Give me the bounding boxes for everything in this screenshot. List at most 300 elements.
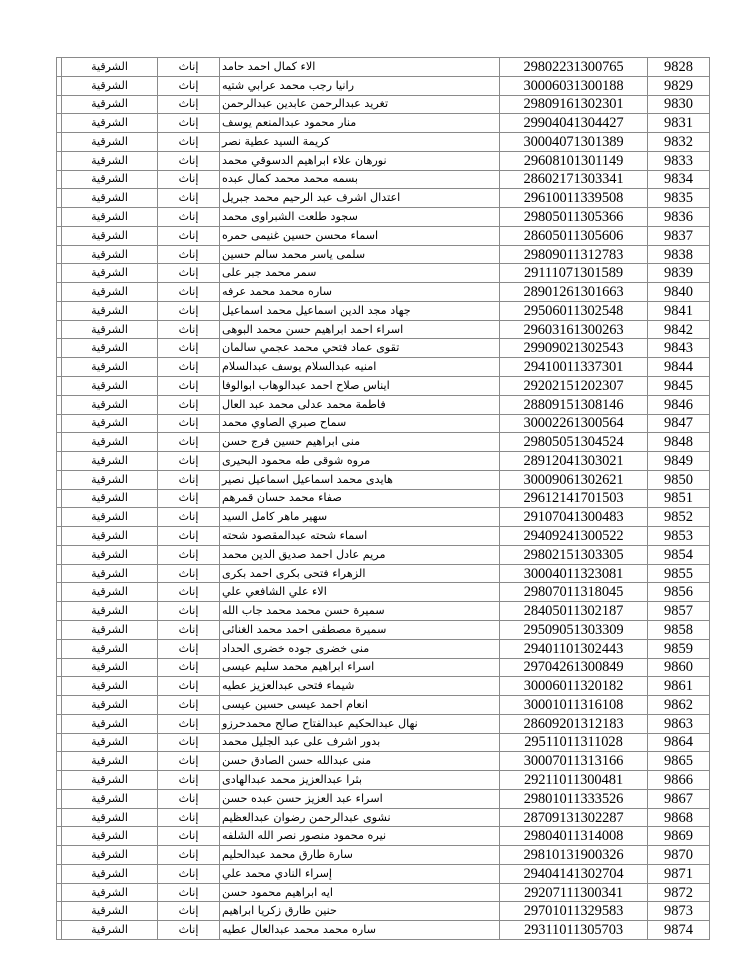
cell-gender: إناث — [158, 320, 220, 339]
cell-full-name: اسماء شحته عبدالمقصود شحته — [220, 527, 500, 546]
cell-full-name: نهال عبدالحكيم عبدالفتاح صالح محمدحرزو — [220, 714, 500, 733]
cell-national-id: 30004071301389 — [500, 133, 648, 152]
cell-sequence-number: 9867 — [648, 789, 710, 808]
cell-governorate: الشرقية — [62, 864, 158, 883]
cell-national-id: 29404141302704 — [500, 864, 648, 883]
cell-governorate: الشرقية — [62, 395, 158, 414]
cell-gender: إناث — [158, 677, 220, 696]
cell-empty-margin — [57, 864, 62, 883]
cell-sequence-number: 9869 — [648, 827, 710, 846]
cell-empty-margin — [57, 395, 62, 414]
cell-empty-margin — [57, 564, 62, 583]
table-row — [57, 170, 710, 189]
cell-gender: إناث — [158, 264, 220, 283]
cell-national-id: 29211011300481 — [500, 771, 648, 790]
cell-national-id: 28709131302287 — [500, 808, 648, 827]
cell-governorate: الشرقية — [62, 808, 158, 827]
cell-national-id: 30006031300188 — [500, 76, 648, 95]
cell-sequence-number: 9858 — [648, 620, 710, 639]
table-row — [57, 395, 710, 414]
cell-full-name: نشوى عبدالرحمن رضوان عبدالعظيم — [220, 808, 500, 827]
cell-sequence-number: 9844 — [648, 358, 710, 377]
cell-gender: إناث — [158, 226, 220, 245]
cell-national-id: 30009061302621 — [500, 470, 648, 489]
cell-gender: إناث — [158, 283, 220, 302]
cell-governorate: الشرقية — [62, 76, 158, 95]
cell-sequence-number: 9848 — [648, 433, 710, 452]
cell-empty-margin — [57, 789, 62, 808]
cell-empty-margin — [57, 377, 62, 396]
cell-national-id: 29802231300765 — [500, 58, 648, 77]
table-row — [57, 658, 710, 677]
cell-gender: إناث — [158, 170, 220, 189]
table-row — [57, 58, 710, 77]
cell-sequence-number: 9861 — [648, 677, 710, 696]
table-row — [57, 771, 710, 790]
cell-governorate: الشرقية — [62, 789, 158, 808]
table-row — [57, 452, 710, 471]
cell-gender: إناث — [158, 696, 220, 715]
table-row — [57, 151, 710, 170]
table-row — [57, 414, 710, 433]
table-row — [57, 789, 710, 808]
cell-national-id: 29701011329583 — [500, 902, 648, 921]
roster-table-container — [62, 57, 710, 940]
cell-full-name: انعام احمد عيسى حسين عيسى — [220, 696, 500, 715]
cell-sequence-number: 9863 — [648, 714, 710, 733]
table-row — [57, 864, 710, 883]
cell-empty-margin — [57, 226, 62, 245]
cell-sequence-number: 9864 — [648, 733, 710, 752]
cell-gender: إناث — [158, 733, 220, 752]
cell-gender: إناث — [158, 602, 220, 621]
cell-sequence-number: 9870 — [648, 846, 710, 865]
cell-governorate: الشرقية — [62, 902, 158, 921]
cell-gender: إناث — [158, 470, 220, 489]
cell-full-name: حنين طارق زكريا ابراهيم — [220, 902, 500, 921]
cell-gender: إناث — [158, 245, 220, 264]
table-row — [57, 677, 710, 696]
cell-national-id: 29809011312783 — [500, 245, 648, 264]
cell-empty-margin — [57, 771, 62, 790]
cell-governorate: الشرقية — [62, 620, 158, 639]
cell-gender: إناث — [158, 189, 220, 208]
cell-empty-margin — [57, 264, 62, 283]
cell-sequence-number: 9857 — [648, 602, 710, 621]
cell-full-name: جهاد مجد الدين اسماعيل محمد اسماعيل — [220, 301, 500, 320]
table-row — [57, 902, 710, 921]
cell-gender: إناث — [158, 620, 220, 639]
table-row — [57, 433, 710, 452]
cell-gender: إناث — [158, 76, 220, 95]
table-row — [57, 226, 710, 245]
cell-gender: إناث — [158, 564, 220, 583]
cell-empty-margin — [57, 283, 62, 302]
table-row — [57, 602, 710, 621]
table-row — [57, 639, 710, 658]
cell-empty-margin — [57, 58, 62, 77]
cell-sequence-number: 9840 — [648, 283, 710, 302]
table-row — [57, 883, 710, 902]
cell-full-name: الاء علي الشافعي علي — [220, 583, 500, 602]
cell-empty-margin — [57, 339, 62, 358]
cell-empty-margin — [57, 696, 62, 715]
cell-full-name: ساره محمد محمد عرفه — [220, 283, 500, 302]
table-row — [57, 189, 710, 208]
cell-gender: إناث — [158, 208, 220, 227]
cell-governorate: الشرقية — [62, 602, 158, 621]
cell-empty-margin — [57, 151, 62, 170]
cell-national-id: 29401101302443 — [500, 639, 648, 658]
cell-national-id: 28405011302187 — [500, 602, 648, 621]
cell-full-name: اسراء احمد ابراهيم حسن محمد البوهى — [220, 320, 500, 339]
cell-governorate: الشرقية — [62, 133, 158, 152]
cell-governorate: الشرقية — [62, 921, 158, 940]
cell-national-id: 28605011305606 — [500, 226, 648, 245]
cell-governorate: الشرقية — [62, 452, 158, 471]
cell-national-id: 29410011337301 — [500, 358, 648, 377]
cell-governorate: الشرقية — [62, 283, 158, 302]
cell-sequence-number: 9842 — [648, 320, 710, 339]
cell-sequence-number: 9841 — [648, 301, 710, 320]
cell-gender: إناث — [158, 752, 220, 771]
cell-governorate: الشرقية — [62, 245, 158, 264]
cell-national-id: 29107041300483 — [500, 508, 648, 527]
cell-gender: إناث — [158, 489, 220, 508]
cell-full-name: سارة طارق محمد عبدالحليم — [220, 846, 500, 865]
cell-national-id: 29904041304427 — [500, 114, 648, 133]
cell-gender: إناث — [158, 414, 220, 433]
cell-gender: إناث — [158, 921, 220, 940]
cell-sequence-number: 9846 — [648, 395, 710, 414]
cell-national-id: 29805051304524 — [500, 433, 648, 452]
cell-full-name: صفاء محمد حسان قمرهم — [220, 489, 500, 508]
cell-empty-margin — [57, 433, 62, 452]
cell-sequence-number: 9852 — [648, 508, 710, 527]
cell-gender: إناث — [158, 377, 220, 396]
cell-governorate: الشرقية — [62, 527, 158, 546]
cell-national-id: 28602171303341 — [500, 170, 648, 189]
table-row — [57, 114, 710, 133]
cell-national-id: 30006011320182 — [500, 677, 648, 696]
cell-governorate: الشرقية — [62, 320, 158, 339]
cell-gender: إناث — [158, 714, 220, 733]
table-row — [57, 508, 710, 527]
cell-sequence-number: 9830 — [648, 95, 710, 114]
table-row — [57, 714, 710, 733]
cell-full-name: بثرا عبدالعزيز محمد عبدالهادى — [220, 771, 500, 790]
cell-sequence-number: 9843 — [648, 339, 710, 358]
cell-empty-margin — [57, 245, 62, 264]
cell-governorate: الشرقية — [62, 733, 158, 752]
cell-national-id: 30004011323081 — [500, 564, 648, 583]
cell-gender: إناث — [158, 151, 220, 170]
cell-empty-margin — [57, 620, 62, 639]
cell-governorate: الشرقية — [62, 339, 158, 358]
cell-empty-margin — [57, 827, 62, 846]
cell-governorate: الشرقية — [62, 264, 158, 283]
cell-governorate: الشرقية — [62, 639, 158, 658]
cell-sequence-number: 9847 — [648, 414, 710, 433]
cell-gender: إناث — [158, 133, 220, 152]
cell-national-id: 29608101301149 — [500, 151, 648, 170]
cell-national-id: 29111071301589 — [500, 264, 648, 283]
cell-national-id: 29802151303305 — [500, 545, 648, 564]
cell-governorate: الشرقية — [62, 433, 158, 452]
cell-full-name: شيماء فتحى عبدالعزيز عطيه — [220, 677, 500, 696]
cell-governorate: الشرقية — [62, 771, 158, 790]
table-row — [57, 527, 710, 546]
table-row — [57, 133, 710, 152]
cell-governorate: الشرقية — [62, 883, 158, 902]
cell-full-name: الاء كمال احمد حامد — [220, 58, 500, 77]
cell-empty-margin — [57, 902, 62, 921]
cell-full-name: امنيه عبدالسلام يوسف عبدالسلام — [220, 358, 500, 377]
cell-full-name: سمر محمد جبر على — [220, 264, 500, 283]
cell-full-name: ايه ابراهيم محمود حسن — [220, 883, 500, 902]
cell-gender: إناث — [158, 58, 220, 77]
cell-national-id: 29805011305366 — [500, 208, 648, 227]
cell-empty-margin — [57, 95, 62, 114]
cell-empty-margin — [57, 301, 62, 320]
cell-sequence-number: 9866 — [648, 771, 710, 790]
cell-empty-margin — [57, 883, 62, 902]
cell-governorate: الشرقية — [62, 95, 158, 114]
cell-national-id: 30002261300564 — [500, 414, 648, 433]
cell-sequence-number: 9872 — [648, 883, 710, 902]
cell-gender: إناث — [158, 452, 220, 471]
cell-governorate: الشرقية — [62, 827, 158, 846]
cell-gender: إناث — [158, 789, 220, 808]
cell-national-id: 29311011305703 — [500, 921, 648, 940]
cell-full-name: بسمه محمد محمد كمال عبده — [220, 170, 500, 189]
cell-empty-margin — [57, 208, 62, 227]
roster-table-body — [57, 58, 710, 940]
cell-full-name: نيره محمود منصور نصر الله الشلفه — [220, 827, 500, 846]
cell-governorate: الشرقية — [62, 752, 158, 771]
cell-sequence-number: 9871 — [648, 864, 710, 883]
cell-sequence-number: 9873 — [648, 902, 710, 921]
table-row — [57, 95, 710, 114]
cell-national-id: 29610011339508 — [500, 189, 648, 208]
cell-governorate: الشرقية — [62, 358, 158, 377]
cell-national-id: 29202151202307 — [500, 377, 648, 396]
cell-full-name: رانيا رجب محمد عرابي شتيه — [220, 76, 500, 95]
applicants-roster-table — [56, 57, 710, 940]
cell-governorate: الشرقية — [62, 377, 158, 396]
cell-full-name: سهير ماهر كامل السيد — [220, 508, 500, 527]
cell-empty-margin — [57, 414, 62, 433]
table-row — [57, 470, 710, 489]
cell-full-name: مروه شوقى طه محمود البحيرى — [220, 452, 500, 471]
cell-governorate: الشرقية — [62, 301, 158, 320]
cell-national-id: 29207111300341 — [500, 883, 648, 902]
table-row — [57, 320, 710, 339]
cell-sequence-number: 9874 — [648, 921, 710, 940]
cell-sequence-number: 9833 — [648, 151, 710, 170]
cell-governorate: الشرقية — [62, 189, 158, 208]
cell-national-id: 29409241300522 — [500, 527, 648, 546]
cell-gender: إناث — [158, 864, 220, 883]
cell-governorate: الشرقية — [62, 714, 158, 733]
cell-full-name: منى خضرى جوده خضرى الحداد — [220, 639, 500, 658]
table-row — [57, 545, 710, 564]
cell-gender: إناث — [158, 771, 220, 790]
cell-empty-margin — [57, 545, 62, 564]
cell-empty-margin — [57, 508, 62, 527]
cell-sequence-number: 9850 — [648, 470, 710, 489]
table-row — [57, 696, 710, 715]
cell-empty-margin — [57, 189, 62, 208]
cell-full-name: اسماء محسن حسين غنيمى حمره — [220, 226, 500, 245]
cell-governorate: الشرقية — [62, 583, 158, 602]
cell-sequence-number: 9832 — [648, 133, 710, 152]
cell-national-id: 29804011314008 — [500, 827, 648, 846]
cell-gender: إناث — [158, 883, 220, 902]
cell-empty-margin — [57, 808, 62, 827]
cell-sequence-number: 9859 — [648, 639, 710, 658]
cell-national-id: 30007011313166 — [500, 752, 648, 771]
cell-sequence-number: 9831 — [648, 114, 710, 133]
cell-gender: إناث — [158, 808, 220, 827]
cell-governorate: الشرقية — [62, 226, 158, 245]
cell-full-name: تقوى عماد فتحي محمد عجمي سالمان — [220, 339, 500, 358]
cell-national-id: 29809161302301 — [500, 95, 648, 114]
cell-governorate: الشرقية — [62, 170, 158, 189]
cell-gender: إناث — [158, 358, 220, 377]
cell-gender: إناث — [158, 545, 220, 564]
table-row — [57, 76, 710, 95]
cell-gender: إناث — [158, 508, 220, 527]
table-row — [57, 921, 710, 940]
cell-national-id: 29801011333526 — [500, 789, 648, 808]
cell-national-id: 28609201312183 — [500, 714, 648, 733]
cell-full-name: مريم عادل احمد صديق الدين محمد — [220, 545, 500, 564]
cell-full-name: سميرة مصطفى احمد محمد الغنائى — [220, 620, 500, 639]
cell-gender: إناث — [158, 395, 220, 414]
cell-full-name: تغريد عبدالرحمن عابدين عبدالرحمن — [220, 95, 500, 114]
cell-full-name: سجود طلعت الشبراوى محمد — [220, 208, 500, 227]
cell-national-id: 28901261301663 — [500, 283, 648, 302]
cell-sequence-number: 9845 — [648, 377, 710, 396]
cell-governorate: الشرقية — [62, 58, 158, 77]
cell-national-id: 29506011302548 — [500, 301, 648, 320]
table-row — [57, 620, 710, 639]
cell-gender: إناث — [158, 827, 220, 846]
cell-national-id: 28912041303021 — [500, 452, 648, 471]
cell-gender: إناث — [158, 583, 220, 602]
cell-gender: إناث — [158, 902, 220, 921]
cell-governorate: الشرقية — [62, 489, 158, 508]
cell-full-name: بدور اشرف على عبد الجليل محمد — [220, 733, 500, 752]
cell-empty-margin — [57, 846, 62, 865]
cell-empty-margin — [57, 114, 62, 133]
cell-full-name: منى ابراهيم حسين فرج حسن — [220, 433, 500, 452]
cell-full-name: اسراء عبد العزيز حسن عبده حسن — [220, 789, 500, 808]
table-row — [57, 564, 710, 583]
cell-sequence-number: 9828 — [648, 58, 710, 77]
cell-gender: إناث — [158, 301, 220, 320]
cell-gender: إناث — [158, 114, 220, 133]
cell-full-name: الزهراء فتحى بكرى احمد بكرى — [220, 564, 500, 583]
cell-full-name: سلمى ياسر محمد سالم حسين — [220, 245, 500, 264]
cell-sequence-number: 9829 — [648, 76, 710, 95]
cell-empty-margin — [57, 470, 62, 489]
table-row — [57, 733, 710, 752]
cell-governorate: الشرقية — [62, 564, 158, 583]
cell-sequence-number: 9839 — [648, 264, 710, 283]
cell-sequence-number: 9862 — [648, 696, 710, 715]
cell-gender: إناث — [158, 658, 220, 677]
cell-gender: إناث — [158, 339, 220, 358]
table-row — [57, 264, 710, 283]
table-row — [57, 846, 710, 865]
cell-national-id: 29810131900326 — [500, 846, 648, 865]
cell-sequence-number: 9860 — [648, 658, 710, 677]
cell-full-name: إسراء النادي محمد علي — [220, 864, 500, 883]
table-row — [57, 377, 710, 396]
cell-sequence-number: 9855 — [648, 564, 710, 583]
cell-national-id: 29509051303309 — [500, 620, 648, 639]
cell-sequence-number: 9849 — [648, 452, 710, 471]
cell-national-id: 29603161300263 — [500, 320, 648, 339]
cell-full-name: هايدى محمد اسماعيل اسماعيل نصير — [220, 470, 500, 489]
table-row — [57, 583, 710, 602]
cell-gender: إناث — [158, 95, 220, 114]
cell-empty-margin — [57, 733, 62, 752]
cell-gender: إناث — [158, 527, 220, 546]
table-row — [57, 808, 710, 827]
cell-national-id: 29704261300849 — [500, 658, 648, 677]
cell-empty-margin — [57, 358, 62, 377]
cell-full-name: ايناس صلاح احمد عبدالوهاب ابوالوفا — [220, 377, 500, 396]
cell-full-name: سميرة حسن محمد محمد جاب الله — [220, 602, 500, 621]
table-row — [57, 339, 710, 358]
cell-governorate: الشرقية — [62, 846, 158, 865]
cell-empty-margin — [57, 658, 62, 677]
cell-sequence-number: 9836 — [648, 208, 710, 227]
cell-governorate: الشرقية — [62, 151, 158, 170]
cell-sequence-number: 9853 — [648, 527, 710, 546]
cell-governorate: الشرقية — [62, 545, 158, 564]
cell-empty-margin — [57, 320, 62, 339]
cell-governorate: الشرقية — [62, 470, 158, 489]
cell-sequence-number: 9835 — [648, 189, 710, 208]
cell-full-name: كريمة السيد عطية نصر — [220, 133, 500, 152]
cell-sequence-number: 9837 — [648, 226, 710, 245]
cell-governorate: الشرقية — [62, 677, 158, 696]
cell-national-id: 30001011316108 — [500, 696, 648, 715]
cell-sequence-number: 9854 — [648, 545, 710, 564]
cell-empty-margin — [57, 602, 62, 621]
cell-sequence-number: 9865 — [648, 752, 710, 771]
cell-national-id: 29909021302543 — [500, 339, 648, 358]
cell-empty-margin — [57, 677, 62, 696]
cell-empty-margin — [57, 921, 62, 940]
cell-full-name: منى عبدالله حسن الصادق حسن — [220, 752, 500, 771]
cell-governorate: الشرقية — [62, 696, 158, 715]
cell-sequence-number: 9868 — [648, 808, 710, 827]
cell-empty-margin — [57, 170, 62, 189]
cell-empty-margin — [57, 527, 62, 546]
table-row — [57, 752, 710, 771]
cell-sequence-number: 9834 — [648, 170, 710, 189]
cell-empty-margin — [57, 133, 62, 152]
cell-empty-margin — [57, 639, 62, 658]
table-row — [57, 827, 710, 846]
cell-gender: إناث — [158, 846, 220, 865]
cell-empty-margin — [57, 489, 62, 508]
